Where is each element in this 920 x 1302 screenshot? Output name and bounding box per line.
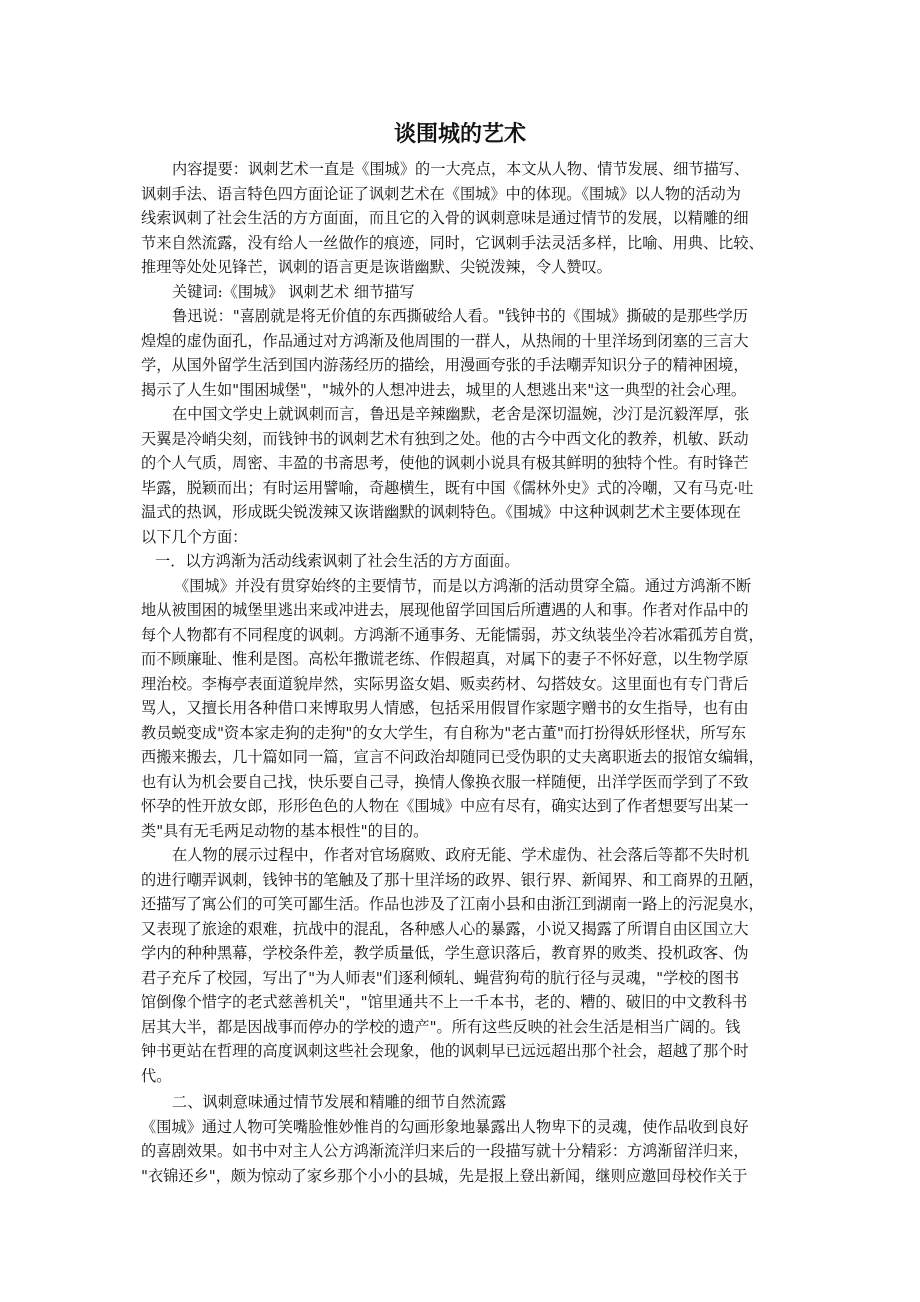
paragraph-line: 西搬来搬去，几十篇如同一篇，宣言不问政治却随同已受伪职的丈夫离职逝去的报馆女编辑， — [141, 748, 764, 766]
paragraph-line: 馆倒像个惜字的老式慈善机关"，"馆里通共不上一千本书，老的、糟的、破旧的中文教科书 — [141, 993, 748, 1011]
paragraph-line: 的进行嘲弄讽刺，钱钟书的笔触及了那十里洋场的政界、银行界、新闻界、和工商界的丑陋， — [141, 870, 764, 889]
paragraph-line: 也有认为机会要自己找，快乐要自己寻，换情人像换衣服一样随便，出洋学医而学到了不致 — [141, 772, 749, 791]
document-body — [141, 157, 781, 1188]
paragraph-line: 而不顾廉耻、惟利是图。高松年撒谎老练、作假超真，对属下的妻子不怀好意，以生物学原 — [141, 650, 749, 668]
abstract-line: 推理等处处见锋芒，讽刺的语言更是诙谐幽默、尖锐泼辣，令人赞叹。 — [141, 258, 612, 276]
paragraph-line: 居其大半，都是因战事而停办的学校的遗产"。所有这些反映的社会生活是相当广阔的。钱 — [141, 1017, 741, 1036]
document-title: 谈围城的艺术 — [393, 121, 526, 147]
paragraph-line: 温式的热讽，形成既尖锐泼辣又诙谐幽默的讽刺特色。《围城》中这种讽刺艺术主要体现在 — [141, 503, 741, 521]
paragraph-line: 鲁迅说："喜剧就是将无价值的东西撕破给人看。"钱钟书的《围城》撕破的是那些学历 — [172, 307, 748, 325]
paragraph-line: 理治校。李梅亭表面道貌岸然，实际男盗女娼、贩卖药材、勾搭妓女。这里面也有专门背后 — [141, 674, 749, 693]
section-heading: 一．以方鸿渐为活动线索讽刺了社会生活的方方面面。 — [155, 552, 520, 570]
paragraph-line: 毕露，脱颖而出；有时运用譬喻，奇趣横生，既有中国《儒林外史》式的冷嘲，又有马克·吐 — [141, 478, 754, 497]
abstract-line: 讽刺手法、语言特色四方面论证了讽刺艺术在《围城》中的体现。《围城》以人物的活动为 — [141, 184, 741, 203]
paragraph-line: 的喜剧效果。如书中对主人公方鸿渐流洋归来后的一段描写就十分精彩：方鸿渐留洋归来， — [141, 1142, 749, 1160]
paragraph-line: 又表现了旅途的艰难，抗战中的混乱，各种感人心的暴露，小说又揭露了所谓自由区国立大 — [141, 919, 749, 938]
paragraph-line: 在人物的展示过程中，作者对官场腐败、政府无能、学术虚伪、社会落后等都不失时机 — [172, 846, 750, 864]
paragraph-line: 教员蜕变成"资本家走狗的走狗"的女大学生，有自称为"老古董"而打扮得妖形怪状，所写东 — [141, 723, 747, 742]
paragraph-line: 怀孕的性开放女郎，形形色色的人物在《围城》中应有尽有，确实达到了作者想要写出某一 — [141, 797, 749, 815]
paragraph-line: 还描写了寓公们的可笑可鄙生活。作品也涉及了江南小县和由浙江到湖南一路上的污泥臭水， — [141, 895, 764, 913]
paragraph-line: 学，从国外留学生活到国内游荡经历的描绘，用漫画夸张的手法嘲弄知识分子的精神困境， — [141, 356, 749, 374]
paragraph-line: 煌煌的虚伪面孔，作品通过对方鸿渐及他周围的一群人，从热闹的十里洋场到闭塞的三言大 — [141, 331, 749, 350]
paragraph-line: 地从被围困的城堡里逃出来或冲进去，展现他留学回国后所遭遇的人和事。作者对作品中的 — [141, 601, 749, 619]
paragraph-line: 天翼是冷峭尖刻，而钱钟书的讽刺艺术有独到之处。他的古今中西文化的教养，机敏、跃动 — [141, 429, 749, 448]
paragraph-line: "衣锦还乡"，颇为惊动了家乡那个小小的县城，先是报上登出新闻，继则应邀回母校作关于 — [141, 1166, 748, 1185]
paragraph-line: 每个人物都有不同程度的讽刺。方鸿渐不通事务、无能懦弱，苏文纨装坐冷若冰霜孤芳自赏， — [141, 625, 764, 644]
paragraph-line: 在中国文学史上就讽刺而言，鲁迅是辛辣幽默，老舍是深切温婉，沙汀是沉毅浑厚，张 — [172, 405, 750, 423]
paragraph-line: 以下几个方面： — [141, 527, 248, 546]
keywords-line: 关键词:《围城》 讽刺艺术 细节描写 — [172, 282, 415, 301]
paragraph-line: 类"具有无毛两足动物的基本根性"的目的。 — [141, 821, 429, 840]
abstract-line: 内容提要：讽刺艺术一直是《围城》的一大亮点，本文从人物、情节发展、细节描写、 — [172, 160, 750, 178]
paragraph-line: 钟书更站在哲理的高度讽刺这些社会现象，他的讽刺早已远远超出那个社会，超越了那个时 — [141, 1042, 749, 1060]
paragraph-line: 的个人气质，周密、丰盈的书斋思考，使他的讽刺小说具有极其鲜明的独特个性。有时锋芒 — [141, 454, 749, 472]
section-heading: 二、讽刺意味通过情节发展和精雕的细节自然流露 — [172, 1093, 507, 1111]
paragraph-line: 骂人，又擅长用各种借口来博取男人情感，包括采用假冒作家题字赠书的女生指导，也有由 — [141, 699, 749, 717]
paragraph-line: 学内的种种黑幕，学校条件差，教学质量低，学生意识落后，教育界的败类、投机政客、伪 — [141, 944, 749, 962]
abstract-line: 节来自然流露，没有给人一丝做作的痕迹，同时，它讽刺手法灵活多样，比喻、用典、比较、 — [141, 233, 764, 252]
abstract-line: 线索讽刺了社会生活的方方面面，而且它的入骨的讽刺意味是通过情节的发展，以精雕的细 — [141, 209, 749, 227]
paragraph-line: 君子充斥了校园，写出了"为人师表"们逐利倾轧、蝇营狗苟的肮行径与灵魂，"学校的图书 — [141, 968, 740, 987]
paragraph-line: 代。 — [141, 1066, 172, 1085]
paragraph-line: 《围城》通过人物可笑嘴脸惟妙惟肖的勾画形象地暴露出人物卑下的灵魂，使作品收到良好 — [141, 1117, 749, 1136]
paragraph-line: 揭示了人生如"围困城堡"，"城外的人想冲进去，城里的人想逃出来"这一典型的社会心理。 — [141, 380, 747, 399]
paragraph-line: 《围城》并没有贯穿始终的主要情节，而是以方鸿渐的活动贯穿全篇。通过方鸿渐不断 — [174, 576, 752, 595]
